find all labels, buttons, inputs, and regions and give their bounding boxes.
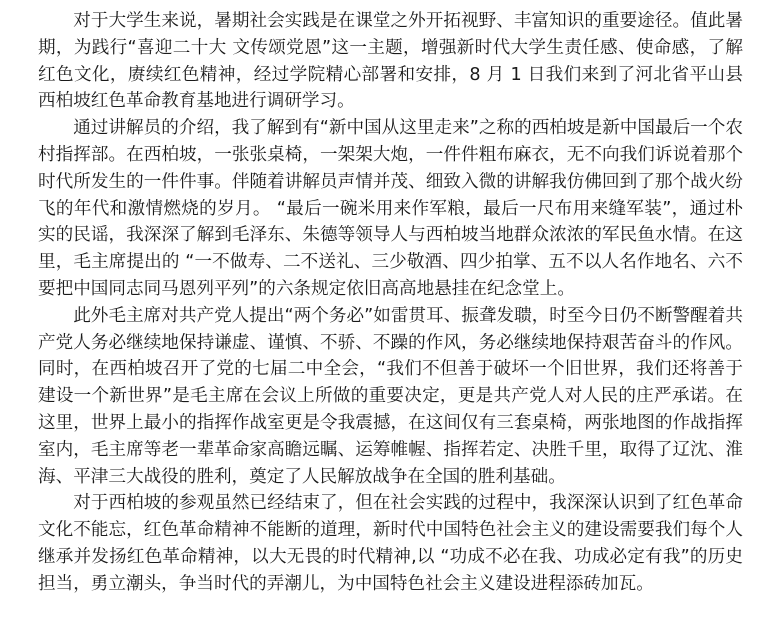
paragraph-conclusion: 对于西柏坡的参观虽然已经结束了，但在社会实践的过程中，我深深认识到了红色革命文化不能忘，红色革命精神不能断的道理，新时代中国特色社会主义的建设需要我们每个人继承并发扬红色革命精神，以大无畏的时代精神,以 “功成不必在我、功成必定有我”的历史担当，勇立潮头，争当时代的弄潮儿，为中国特色社会主义建设进程添砖加瓦。 xyxy=(38,493,743,594)
article-body xyxy=(38,8,743,598)
paragraph-two-musts: 此外毛主席对共产党人提出“两个务必”如雷贯耳、振聋发聩，时至今日仍不断警醒着共产党人务必继续地保持谦虚、谨慎、不骄、不躁的作风，务必继续地保持艰苦奋斗的作风。同时，在西柏坡召开了党的七届二中全会，“我们不但善于破坏一个旧世界，我们还将善于建设一个新世界”是毛主席在会议上所做的重要决定，更是共产党人对人民的庄严承诺。在这里，世界上最小的指挥作战室更是令我震撼，在这间仅有三套桌椅，两张地图的作战指挥室内，毛主席等老一辈革命家高瞻远瞩、运筹帷幄、指挥若定、决胜千里，取得了辽沈、淮海、平津三大战役的胜利，奠定了人民解放战争在全国的胜利基础。 xyxy=(38,305,743,487)
paragraph-guide-introduction: 通过讲解员的介绍，我了解到有“新中国从这里走来”之称的西柏坡是新中国最后一个农村指挥部。在西柏坡，一张张桌椅，一架架大炮，一件件粗布麻衣，无不向我们诉说着那个时代所发生的一件件事。伴随着讲解员声情并茂、细致入微的讲解我仿佛回到了那个战火纷飞的年代和激情燃烧的岁月。 “最后一碗米用来作军粮，最后一尺布用来缝军装”，通过朴实的民谣，我深深了解到毛泽东、朱德等领导人与西柏坡当地群众浓浓的军民鱼水情。在这里，毛主席提出的 “一不做寿、二不送礼、三少敬酒、四少拍掌、五不以人名作地名、六不要把中国同志同马恩列平列”的六条规定依旧高高地悬挂在纪念堂上。 xyxy=(38,118,743,299)
paragraph-intro: 对于大学生来说，暑期社会实践是在课堂之外开拓视野、丰富知识的重要途径。值此暑期，为践行“喜迎二十大 文传颂党恩”这一主题，增强新时代大学生责任感、使命感，了解红色文化，赓续红色精神，经过学院精心部署和安排，8 月 1 日我们来到了河北省平山县西柏坡红色革命教育基地进行调研学习。 xyxy=(38,11,743,112)
